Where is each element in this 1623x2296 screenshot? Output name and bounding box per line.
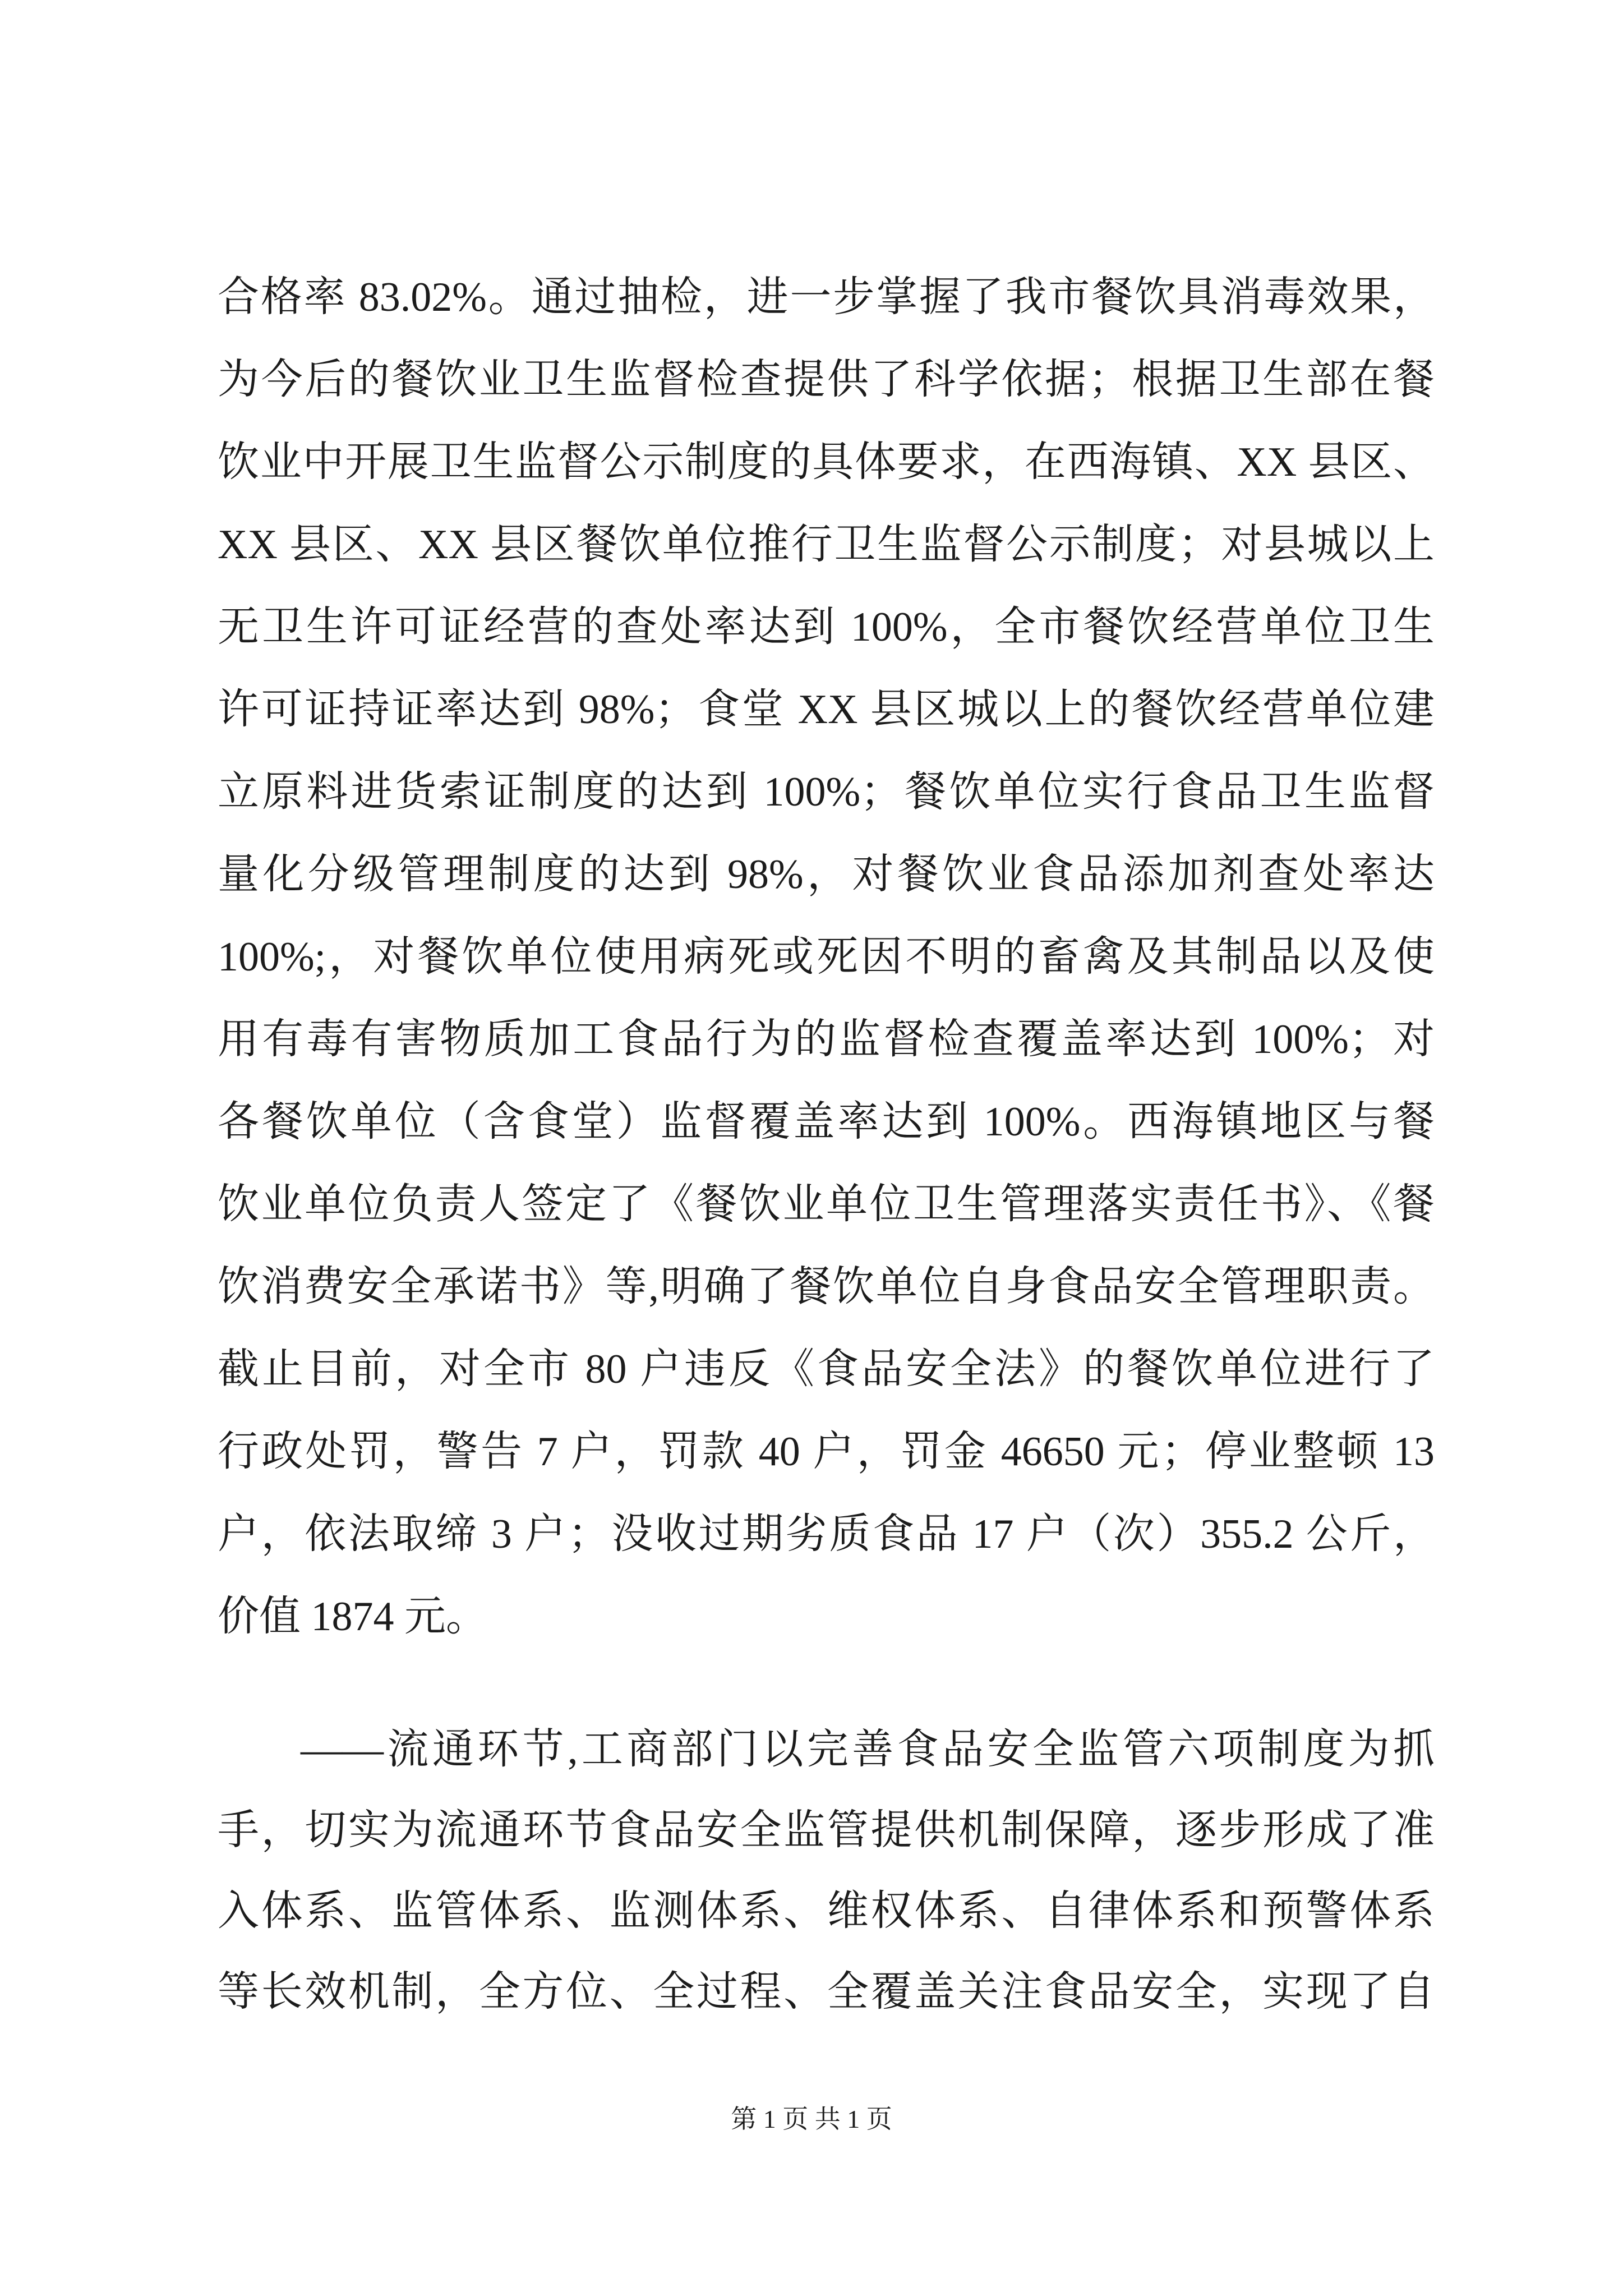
page-footer xyxy=(0,2102,1623,2136)
text-line: 无卫生许可证经营的查处率达到 100%，全市餐饮经营单位卫生 xyxy=(218,604,1435,650)
text-line: 入体系、监管体系、监测体系、维权体系、自律体系和预警体系 xyxy=(218,1888,1435,1934)
body-paragraph xyxy=(218,1709,1435,2032)
text-line: 户，依法取缔 3 户；没收过期劣质食品 17 户（次）355.2 公斤， xyxy=(218,1511,1435,1557)
text-line: 行政处罚，警告 7 户，罚款 40 户，罚金 46650 元；停业整顿 13 xyxy=(218,1429,1435,1475)
text-line: XX 县区、XX 县区餐饮单位推行卫生监督公示制度；对县城以上 xyxy=(218,522,1435,568)
text-line: 合格率 83.02%。通过抽检，进一步掌握了我市餐饮具消毒效果， xyxy=(218,274,1435,320)
text-line: 截止目前，对全市 80 户违反《食品安全法》的餐饮单位进行了 xyxy=(218,1346,1435,1392)
text-line: 量化分级管理制度的达到 98%，对餐饮业食品添加剂查处率达 xyxy=(218,852,1435,898)
text-line: 饮业中开展卫生监督公示制度的具体要求，在西海镇、XX 县区、 xyxy=(218,439,1435,485)
text-line: 手，切实为流通环节食品安全监管提供机制保障，逐步形成了准 xyxy=(218,1807,1435,1853)
page-number-label: 第 1 页 共 1 页 xyxy=(731,2105,892,2133)
text-line: 价值 1874 元。 xyxy=(218,1594,487,1640)
text-line: 各餐饮单位（含食堂）监督覆盖率达到 100%。西海镇地区与餐 xyxy=(218,1099,1435,1145)
text-line: ——流通环节,工商部门以完善食品安全监管六项制度为抓 xyxy=(301,1727,1435,1773)
text-line: 许可证持证率达到 98%；食堂 XX 县区城以上的餐饮经营单位建 xyxy=(218,687,1435,733)
text-line: 为今后的餐饮业卫生监督检查提供了科学依据；根据卫生部在餐 xyxy=(218,357,1435,403)
text-line: 100%;，对餐饮单位使用病死或死因不明的畜禽及其制品以及使 xyxy=(218,934,1435,980)
text-line: 饮消费安全承诺书》等,明确了餐饮单位自身食品安全管理职责。 xyxy=(218,1264,1435,1310)
text-line: 饮业单位负责人签定了《餐饮业单位卫生管理落实责任书》、《餐 xyxy=(218,1181,1435,1227)
body-paragraph xyxy=(218,256,1435,1658)
text-line: 立原料进货索证制度的达到 100%；餐饮单位实行食品卫生监督 xyxy=(218,769,1435,815)
text-line: 等长效机制，全方位、全过程、全覆盖关注食品安全，实现了自 xyxy=(218,1969,1435,2015)
text-line: 用有毒有害物质加工食品行为的监督检查覆盖率达到 100%；对 xyxy=(218,1016,1435,1062)
